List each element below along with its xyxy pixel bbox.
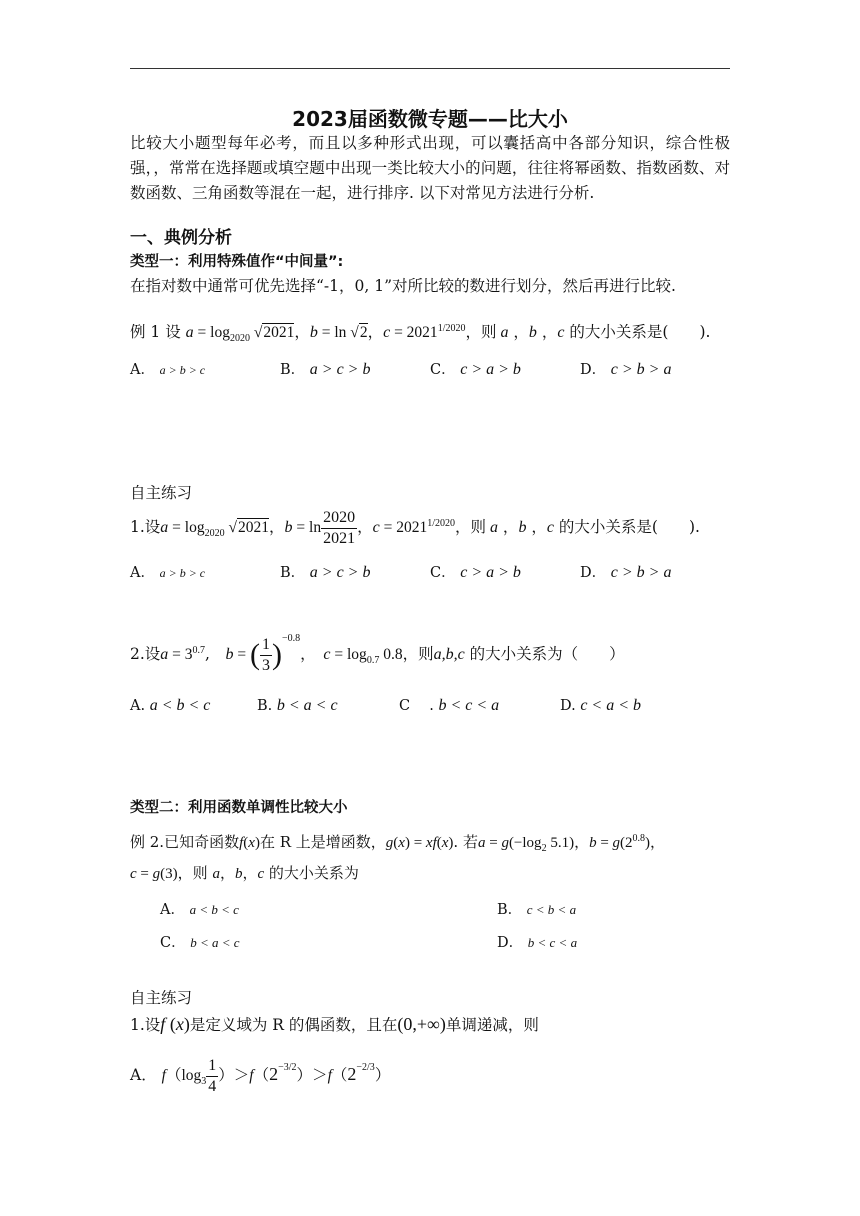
practice-label-1: 自主练习 [130, 484, 193, 502]
practice2-option-d: D. c < a < b [560, 697, 642, 714]
practice1-question: 1.设$a = \log_{2020} √2021$，b = ln $\frac{2020}{2021}$ ，$c = 2021^{1/2020}$，则 a ，b ，c 的大小关系是( ). [130, 508, 700, 547]
option-label: B． [280, 362, 306, 378]
option-label: D． [580, 565, 607, 581]
example1-option-c: C． c > a > b [430, 361, 521, 378]
practice1-prefix: 1.设 [130, 518, 161, 536]
option-label: D． [497, 935, 524, 951]
option-label: C [399, 698, 411, 714]
type1-heading: 类型一：利用特殊值作“中间量”: [130, 254, 344, 270]
example1-option-b: B． a > c > b [280, 361, 371, 378]
practice3-prefix: 1.设 [130, 1016, 161, 1034]
practice2-prefix: 2.设 [130, 645, 161, 663]
option-label: D． [580, 362, 607, 378]
example2-line2: c = g(3)，则 a，b，c 的大小关系为 [130, 864, 359, 882]
page-title: 2023届函数微专题——比大小 [292, 107, 568, 131]
example1-question: 例 1 设 $a = \log_{2020} √2021$，b = ln √2，$c = 2021^{1/2020}$，则 a ，b ，c 的大小关系是( ). [130, 322, 711, 345]
option-label: A. [130, 698, 146, 714]
header-rule [130, 68, 730, 69]
practice1-option-a: A． a > b > c [130, 565, 206, 581]
example2-text-c: . 若 [453, 833, 478, 851]
option-label: C． [430, 362, 456, 378]
practice3-question: 1.设f (x)是定义域为 R 的偶函数，且在(0,+∞)单调递减，则 [130, 1014, 539, 1034]
type1-description: 在指对数中通常可优先选择“-1，0, 1”对所比较的数进行划分，然后再进行比较. [130, 277, 676, 295]
practice2-option-c: C . b < c < a [399, 697, 500, 714]
example2-option-c: C． b < a < c [160, 935, 240, 951]
option-label: C． [160, 935, 186, 951]
intro-paragraph: 比较大小题型每年必考，而且以多种形式出现，可以囊括高中各部分知识，综合性极强，，常常在选择题或填空题中出现一类比较大小的问题，往往将幂函数、指数函数、对数函数、三角函数等混在一起，进行排序. 以下对常见方法进行分析. [130, 134, 730, 202]
option-label: B. [257, 698, 273, 714]
example1-suffix: 的大小关系是( ). [569, 323, 711, 341]
section-heading: 一、典例分析 [130, 228, 232, 248]
option-label: A． [160, 902, 185, 918]
example2-option-b: B． c < b < a [497, 902, 577, 918]
option-dot: . [429, 698, 434, 714]
practice3-mid: 是定义域为 R 的偶函数，且在 [189, 1016, 398, 1034]
example1-option-d: D． c > b > a [580, 361, 672, 378]
practice1-option-d: D． c > b > a [580, 564, 672, 581]
practice1-suffix: 的大小关系是( ). [558, 518, 700, 536]
practice2-option-a: A. a < b < c [130, 697, 211, 714]
example2-text-d: ，则 [177, 864, 208, 882]
example2-line1: 例 2.已知奇函数f(x)在 R 上是增函数，g(x) = xf(x). 若$a = g(-\log_2$ 5.1)，$b = g(2^{0.8})$， [130, 833, 666, 854]
option-label: A． [130, 565, 155, 581]
example2-option-a: A． a < b < c [160, 902, 239, 918]
option-label: B． [497, 902, 523, 918]
option-label: A． [130, 362, 155, 378]
example1-option-a: A． a > b > c [130, 362, 206, 378]
option-label: C． [430, 565, 456, 581]
practice2-option-b: B. b < a < c [257, 697, 338, 714]
example2-text-b: 在 R 上是增函数， [259, 833, 386, 851]
example2-text-e: 的大小关系为 [268, 864, 359, 882]
practice3-option-a: A． $f(\log_3$ $\frac{1}{4}$ ）$>f(2^{-3/2})>f(2^{-2/3})$ [130, 1056, 391, 1095]
example1-prefix: 例 1 设 [130, 323, 181, 341]
type2-heading: 类型二：利用函数单调性比较大小 [130, 800, 348, 816]
option-label: B． [280, 565, 306, 581]
option-label: A． [130, 1066, 157, 1084]
practice1-option-c: C． c > a > b [430, 564, 521, 581]
practice2-suffix: 的大小关系为（ ） [469, 645, 625, 663]
example2-option-d: D． b < c < a [497, 935, 578, 951]
practice3-suffix: 单调递减，则 [445, 1016, 539, 1034]
option-label: D. [560, 698, 576, 714]
practice-label-2: 自主练习 [130, 989, 193, 1007]
practice1-option-b: B． a > c > b [280, 564, 371, 581]
example2-text-a: 例 2.已知奇函数 [130, 833, 240, 851]
practice2-question: 2.设$a = 3^{0.7}$, b = ( $\frac{1}{3}$ )$^{-0.8}$， $c = \log_{0.7} 0.8$，则a,b,c 的大小关系为（ ） [130, 633, 625, 674]
